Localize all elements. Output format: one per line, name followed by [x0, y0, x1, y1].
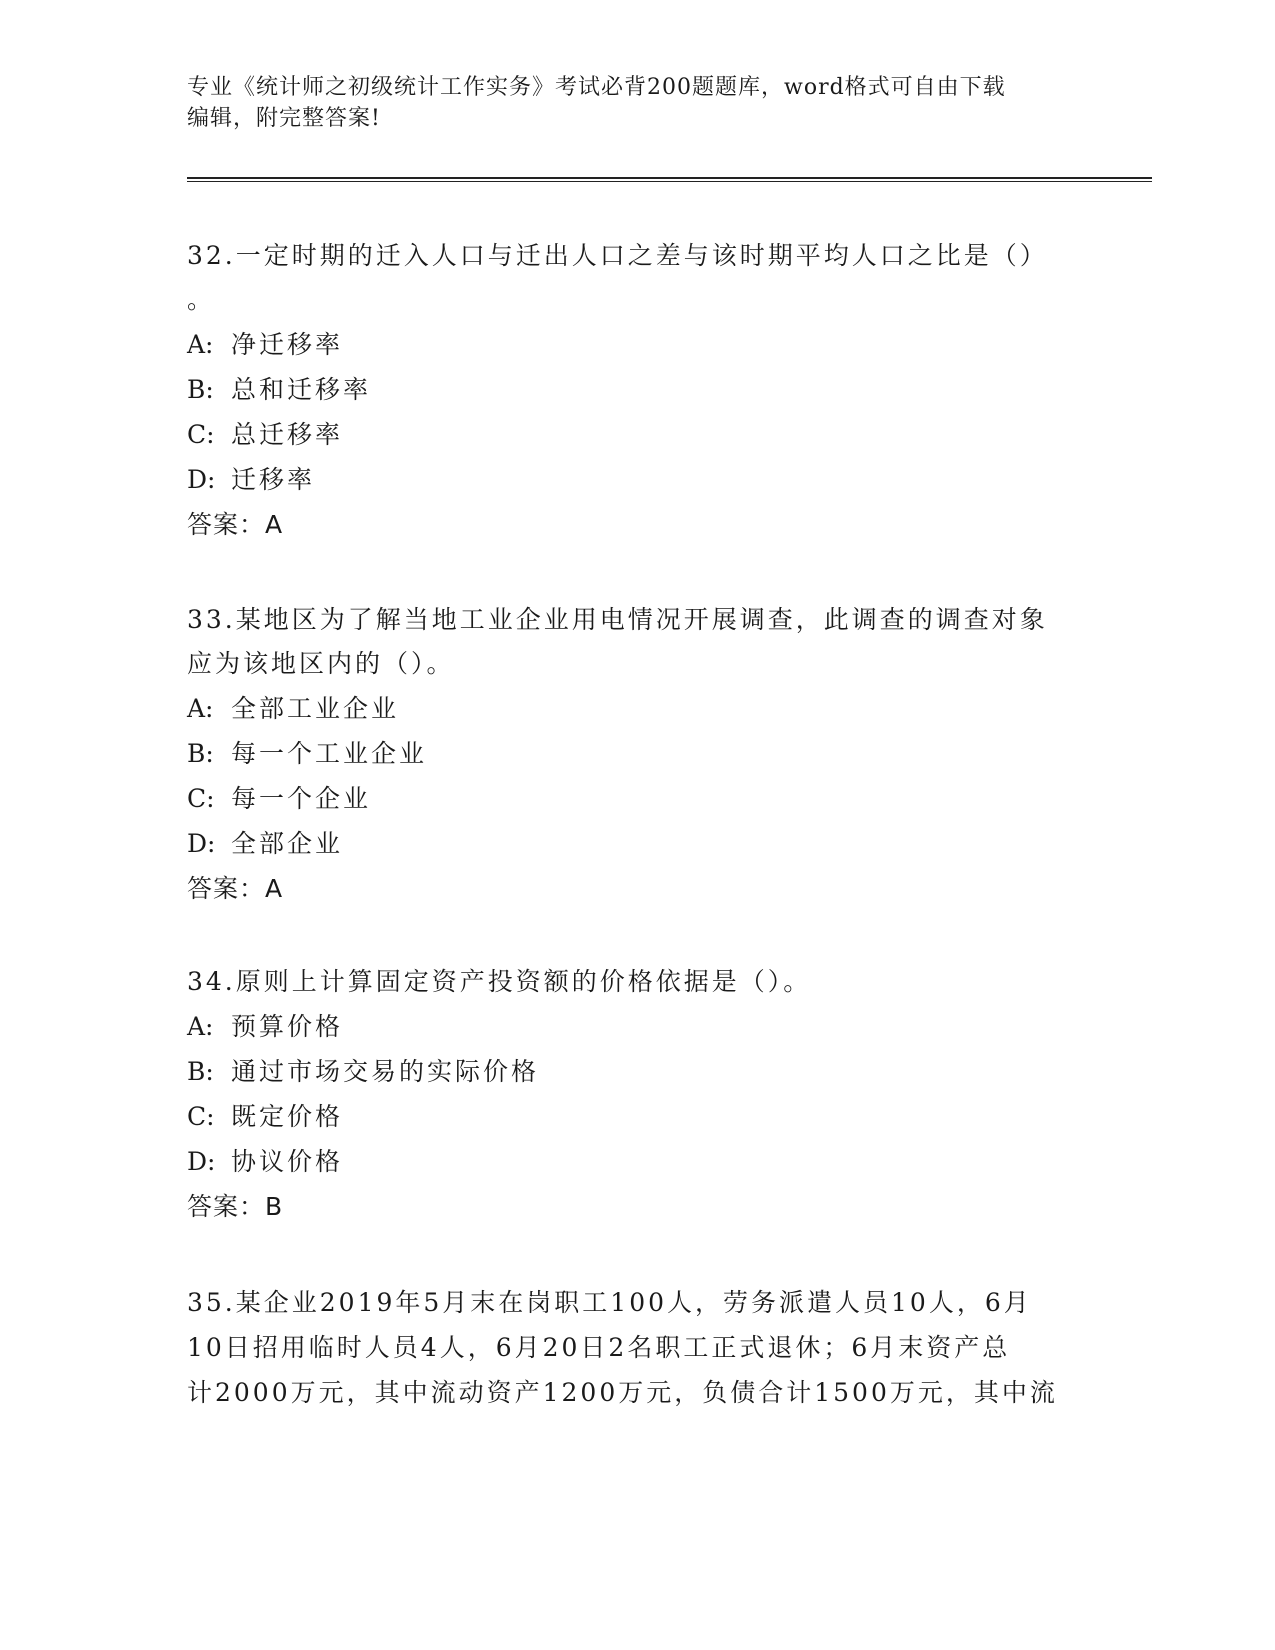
option-c	[187, 412, 1067, 457]
option-label: C:	[187, 420, 215, 449]
option-a	[187, 1004, 1067, 1049]
document-header	[187, 72, 1067, 134]
option-text: 每一个企业	[231, 784, 372, 813]
option-text: 全部工业企业	[231, 694, 400, 723]
option-text: 净迁移率	[231, 330, 344, 359]
option-label: D:	[187, 829, 216, 858]
header-line-1: 专业《统计师之初级统计工作实务》考试必背200题题库，word格式可自由下载	[187, 75, 1006, 100]
option-b	[187, 731, 1067, 776]
option-text: 每一个工业企业	[231, 739, 428, 768]
option-c	[187, 776, 1067, 821]
option-label: D:	[187, 465, 216, 494]
question-33	[187, 598, 1067, 912]
option-text: 协议价格	[231, 1147, 344, 1176]
option-text: 全部企业	[231, 829, 344, 858]
question-stem: 32.一定时期的迁入人口与迁出人口之差与该时期平均人口之比是（）	[187, 241, 1048, 270]
option-text: 通过市场交易的实际价格	[231, 1057, 540, 1086]
option-d	[187, 457, 1067, 502]
option-c	[187, 1094, 1067, 1139]
option-text: 预算价格	[231, 1012, 344, 1041]
option-label: A:	[187, 694, 214, 723]
question-stem-continued: 计2000万元，其中流动资产1200万元，负债合计1500万元，其中流	[187, 1378, 1058, 1407]
question-stem: 33.某地区为了解当地工业企业用电情况开展调查，此调查的调查对象	[187, 605, 1048, 634]
question-stem: 35.某企业2019年5月末在岗职工100人，劳务派遣人员10人，6月	[187, 1288, 1032, 1317]
option-text: 迁移率	[231, 465, 316, 494]
option-label: A:	[187, 330, 214, 359]
answer: 答案：A	[187, 874, 284, 903]
option-b	[187, 1049, 1067, 1094]
option-text: 总迁移率	[231, 420, 344, 449]
option-d	[187, 1139, 1067, 1184]
option-label: B:	[187, 375, 214, 404]
option-label: C:	[187, 1102, 215, 1131]
option-b	[187, 367, 1067, 412]
answer: 答案：A	[187, 510, 284, 539]
option-a	[187, 686, 1067, 731]
option-text: 总和迁移率	[231, 375, 372, 404]
option-label: B:	[187, 739, 214, 768]
option-text: 既定价格	[231, 1102, 344, 1131]
option-label: D:	[187, 1147, 216, 1176]
answer: 答案：B	[187, 1192, 284, 1221]
option-d	[187, 821, 1067, 866]
question-32	[187, 234, 1067, 548]
question-35	[187, 1280, 1067, 1415]
option-label: C:	[187, 784, 215, 813]
question-stem: 34.原则上计算固定资产投资额的价格依据是（）。	[187, 967, 812, 996]
option-label: B:	[187, 1057, 214, 1086]
question-stem-continued: 10日招用临时人员4人，6月20日2名职工正式退休；6月末资产总	[187, 1333, 1011, 1362]
option-a	[187, 322, 1067, 367]
option-label: A:	[187, 1012, 214, 1041]
question-34	[187, 960, 1067, 1230]
header-divider	[187, 177, 1152, 182]
header-line-2: 编辑，附完整答案!	[187, 106, 381, 131]
question-stem-continued: 。	[187, 285, 216, 314]
question-stem-continued: 应为该地区内的（）。	[187, 649, 455, 678]
